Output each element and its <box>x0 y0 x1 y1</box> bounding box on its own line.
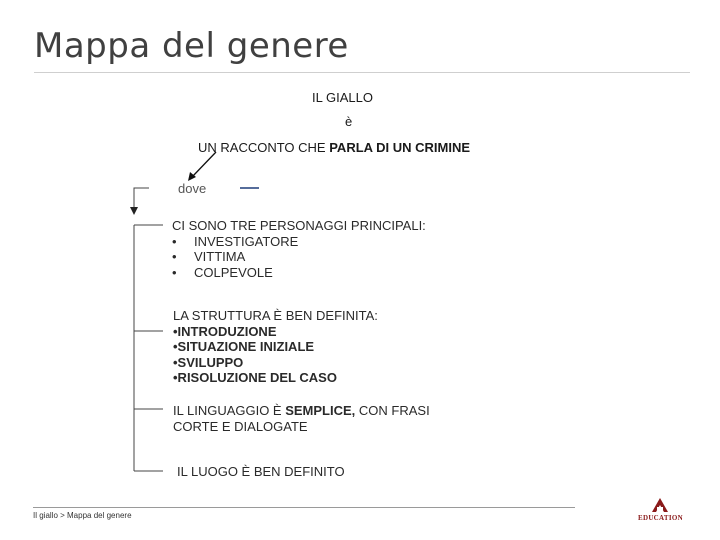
root-label: IL GIALLO <box>312 90 373 105</box>
dove-label: dove <box>178 181 207 196</box>
logo-text: EDUCATION <box>638 514 683 522</box>
block-personaggi <box>172 218 426 280</box>
linguaggio-line-1: IL LINGUAGGIO È SEMPLICE, CON FRASI <box>173 403 430 418</box>
block-heading: CI SONO TRE PERSONAGGI PRINCIPALI: <box>172 218 426 233</box>
list-item: • INVESTIGATORE <box>172 233 299 249</box>
arrow-line <box>192 152 216 177</box>
footer-divider <box>33 507 575 508</box>
bracket-arrowhead <box>130 207 138 215</box>
list-item: •INTRODUZIONE <box>173 323 277 339</box>
list-item: •RISOLUZIONE DEL CASO <box>173 370 337 385</box>
linguaggio-line-2: CORTE E DIALOGATE <box>173 418 308 434</box>
list-item: • VITTIMA <box>172 249 246 264</box>
list-item: •SITUAZIONE INIZIALE <box>173 339 315 354</box>
connector-label: è <box>345 114 353 129</box>
definition-prefix: UN RACCONTO CHE <box>198 140 330 155</box>
definition-bold: PARLA DI UN CRIMINE <box>329 140 471 155</box>
block-struttura <box>173 308 378 386</box>
footer-breadcrumb: Il giallo > Mappa del genere <box>33 511 132 520</box>
block-luogo: IL LUOGO È BEN DEFINITO <box>177 464 345 479</box>
block-linguaggio <box>173 403 430 434</box>
bracket-top <box>134 188 149 209</box>
block-heading: LA STRUTTURA È BEN DEFINITA: <box>173 308 378 323</box>
list-item: •SVILUPPO <box>173 354 244 370</box>
list-item: • COLPEVOLE <box>172 264 273 280</box>
page-title: Mappa del genere <box>34 26 349 66</box>
